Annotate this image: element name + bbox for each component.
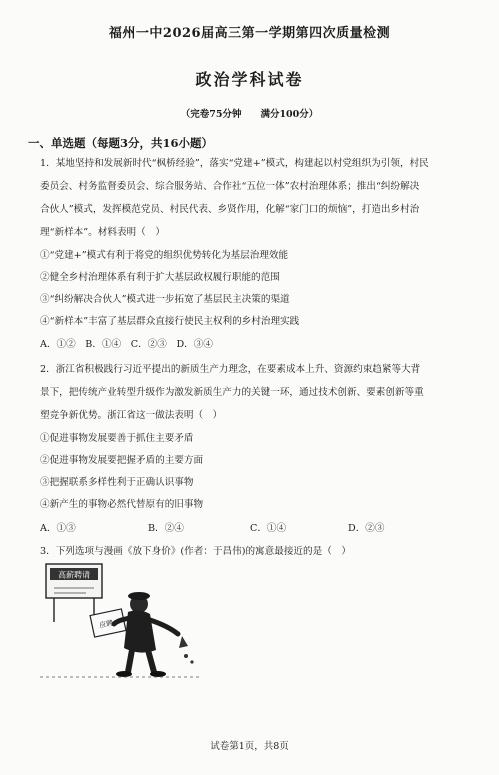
- q2-option-c: C．①④: [250, 523, 287, 534]
- q1-line-1: 1．某地坚持和发展新时代“枫桥经验”，落实“党建+”模式，构建起以村党组织为引领，村民: [40, 158, 429, 169]
- cartoon-image: [36, 560, 206, 680]
- q1-item-4: ④“新样本”丰富了基层群众直接行使民主权利的乡村治理实践: [40, 316, 300, 327]
- q2-item-4: ④新产生的事物必然代替原有的旧事物: [40, 499, 204, 510]
- exam-meta: （完卷75分钟 满分100分）: [180, 109, 319, 120]
- q2-item-2: ②促进事物发展要把握矛盾的主要方面: [40, 455, 204, 466]
- q2-item-1: ①促进事物发展要善于抓住主要矛盾: [40, 433, 194, 444]
- q1-item-2: ②健全乡村治理体系有利于扩大基层政权履行职能的范围: [40, 272, 280, 283]
- q2-option-b: B．②④: [148, 523, 184, 534]
- q2-option-a: A．①③: [40, 523, 76, 534]
- q1-item-3: ③“纠纷解决合伙人”模式进一步拓宽了基层民主决策的渠道: [40, 294, 290, 305]
- q2-item-3: ③把握联系多样性利于正确认识事物: [40, 477, 194, 488]
- q1-line-4: 理“新样本”。材料表明（ ）: [40, 227, 165, 238]
- q2-line-3: 塑竞争新优势。浙江省这一做法表明（ ）: [40, 410, 223, 421]
- cartoon-sign-text: 高薪聘请: [58, 570, 90, 580]
- q2-line-1: 2．浙江省积极践行习近平提出的新质生产力理念，在要素成本上升、资源约束趋紧等大背: [40, 364, 421, 375]
- q1-line-2: 委员会、村务监督委员会、综合服务站、合作社“五位一体”农村治理体系；推出“纠纷解决: [40, 181, 420, 192]
- cartoon-paper-text: 应聘: [98, 619, 114, 630]
- exam-header: 福州一中2026届高三第一学期第四次质量检测: [108, 26, 391, 41]
- q2-options: [40, 520, 460, 534]
- q1-line-3: 合伙人”模式，发挥模范党员、村民代表、乡贤作用，化解“家门口的烦恼”，打造出乡村治: [40, 204, 420, 215]
- q3-line-1: 3．下列选项与漫画《放下身价》(作者：于昌伟)的寓意最接近的是（ ）: [40, 546, 351, 557]
- section-title: 一、单选题（每题3分，共16小题）: [28, 136, 214, 150]
- q2-option-d: D．②③: [348, 523, 385, 534]
- q2-line-2: 景下，把传统产业转型升级作为激发新质生产力的关键一环，通过技术创新、要素创新等重: [40, 387, 424, 398]
- exam-title: 政治学科试卷: [195, 70, 304, 89]
- q1-item-1: ①“党建+”模式有利于将党的组织优势转化为基层治理效能: [40, 250, 289, 261]
- q1-options: A．①② B．①④ C．②③ D．③④: [40, 339, 213, 350]
- page-footer: 试卷第1页，共8页: [210, 741, 289, 752]
